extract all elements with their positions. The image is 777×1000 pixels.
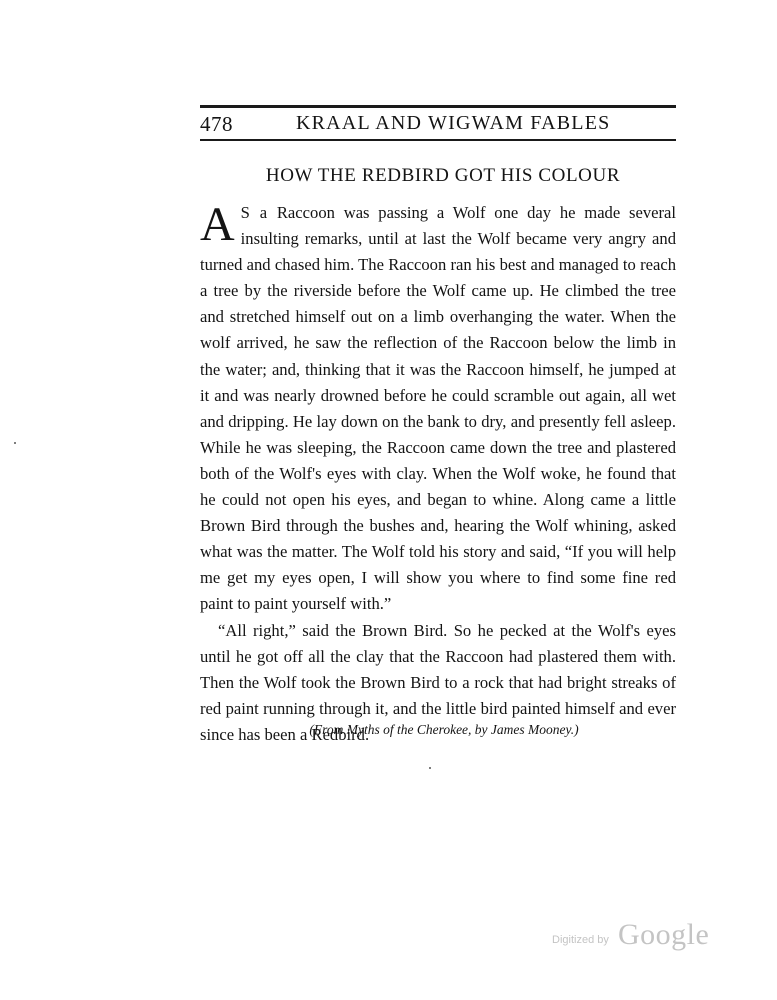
drop-cap: A [200, 198, 235, 251]
watermark-prefix: Digitized by [552, 934, 609, 946]
scan-speck [429, 767, 431, 769]
paragraph-2: “All right,” said the Brown Bird. So he pecked at the Wolf's eyes until he got off all the clay that the Raccoon had plastered them with. Then the Wolf took the Brown Bird to a rock that had bright streaks of red paint running through it, and the little bird painted himself and ever since has been a Redbird. [200, 620, 676, 744]
story-body [200, 200, 676, 748]
source-citation: (From Myths of the Cherokee, by James Mooney.) [309, 722, 579, 737]
paragraph-1 [200, 200, 676, 618]
book-title: KRAAL AND WIGWAM FABLES [296, 112, 611, 134]
lead-caps: S a [240, 203, 277, 222]
story-title: HOW THE REDBIRD GOT HIS COLOUR [265, 165, 621, 186]
scan-speck [14, 442, 16, 444]
paragraph-1-text: Raccoon was passing a Wolf one day he made several insulting remarks, until at last the Wolf became very angry and turned and chased him. The Raccoon ran his best and managed to reach a tree by the riverside before the Wolf came up. He climbed the tree and stretched himself out on a limb overhanging the water. When the wolf arrived, he saw the reflection of the Raccoon below the limb in the water; and, thinking that it was the Raccoon himself, he jumped at it and was nearly drowned before he could scramble out again, all wet and dripping. He lay down on the bank to dry, and presently fell asleep. While he was sleeping, the Raccoon came down the tree and plastered both of the Wolf's eyes with clay. When the Wolf woke, he found that he could not open his eyes, and began to whine. Along came a little Brown Bird through the bushes and, hearing the Wolf whining, asked what was the matter. The Wolf told his story and said, “If you will help me get my eyes open, I will show you where to find some fine red paint to paint yourself with.” [200, 203, 676, 614]
page-number: 478 [200, 112, 233, 136]
running-head [200, 112, 676, 138]
google-logo: Google [618, 918, 710, 951]
google-watermark [552, 918, 722, 958]
header-rule-bottom [200, 139, 676, 141]
header-rule-top [200, 105, 676, 108]
